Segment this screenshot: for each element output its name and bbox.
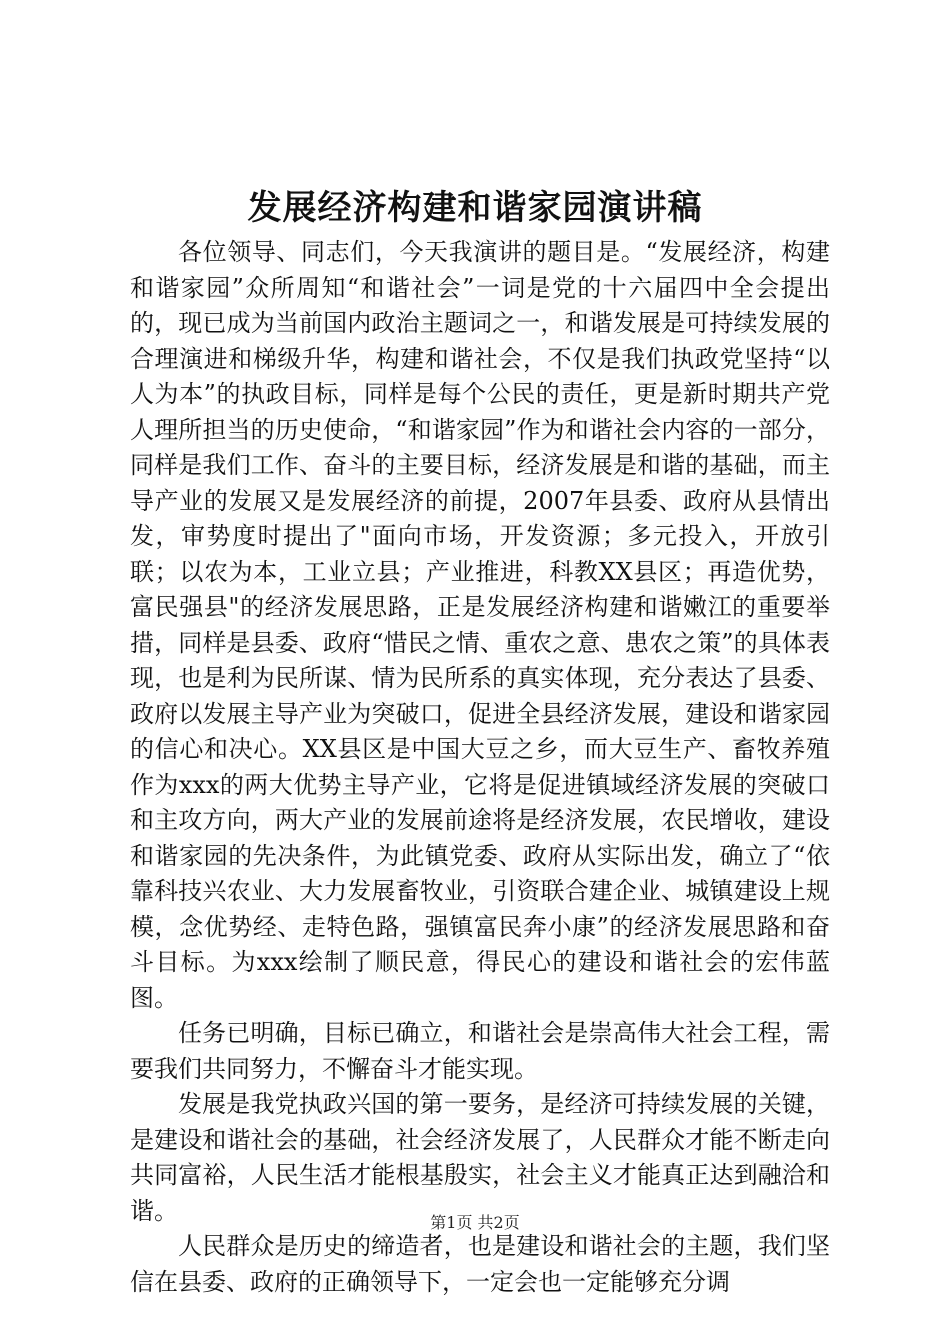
document-title: 发展经济构建和谐家园演讲稿	[247, 188, 703, 228]
page-number-footer: 第1页 共2页	[430, 1213, 520, 1232]
paragraph: 任务已明确，目标已确立，和谐社会是崇高伟大社会工程，需要我们共同努力，不懈奋斗才能实现。	[130, 1019, 830, 1083]
paragraph: 各位领导、同志们，今天我演讲的题目是。“发展经济，构建和谐家园”众所周知“和谐社会”一词是党的十六届四中全会提出的，现已成为当前国内政治主题词之一，和谐发展是可持续发展的合理演进和梯级升华，构建和谐社会，不仅是我们执政党坚持“以人为本”的执政目标，同样是每个公民的责任，更是新时期共产党人理所担当的历史使命，“和谐家园”作为和谐社会内容的一部分，同样是我们工作、奋斗的主要目标，经济发展是和谐的基础，而主导产业的发展又是发展经济的前提，2007年县委、政府从县情出发，审势度时提出了"面向市场，开发资源；多元投入，开放引联；以农为本，工业立县；产业推进，科教XX县区；再造优势，富民强县"的经济发展思路，正是发展经济构建和谐嫩江的重要举措，同样是县委、政府“惜民之情、重农之意、患农之策”的具体表现，也是利为民所谋、情为民所系的真实体现，充分表达了县委、政府以发展主导产业为突破口，促进全县经济发展，建设和谐家园的信心和决心。XX县区是中国大豆之乡，而大豆生产、畜牧养殖作为xxx的两大优势主导产业，它将是促进镇域经济发展的突破口和主攻方向，两大产业的发展前途将是经济发展，农民增收，建设和谐家园的先决条件，为此镇党委、政府从实际出发，确立了“依靠科技兴农业、大力发展畜牧业，引资联合建企业、城镇建设上规模，念优势经、走特色路，强镇富民奔小康”的经济发展思路和奋斗目标。为xxx绘制了顺民意，得民心的建设和谐社会的宏伟蓝图。	[130, 238, 830, 1012]
paragraph: 发展是我党执政兴国的第一要务，是经济可持续发展的关键，是建设和谐社会的基础，社会经济发展了，人民群众才能不断走向共同富裕，人民生活才能根基殷实，社会主义才能真正达到融洽和谐。	[130, 1090, 830, 1225]
document-body	[130, 235, 830, 1300]
paragraph: 人民群众是历史的缔造者，也是建设和谐社会的主题，我们坚信在县委、政府的正确领导下，一定会也一定能够充分调	[130, 1232, 830, 1296]
